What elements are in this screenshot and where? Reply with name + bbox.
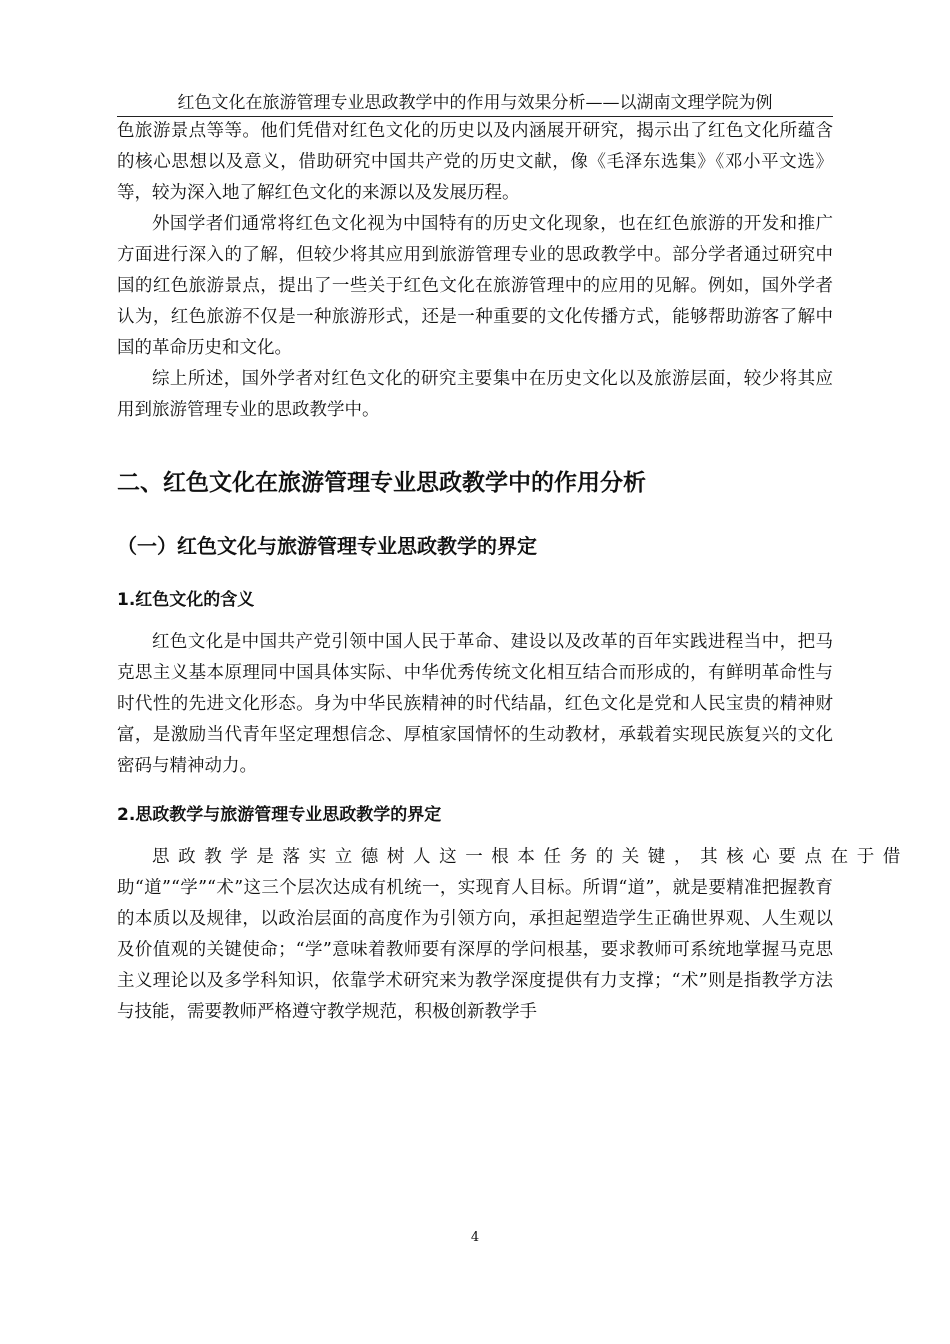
page-number: 4 xyxy=(470,1230,480,1245)
item-heading-2: 2.思政教学与旅游管理专业思政教学的界定 xyxy=(117,805,442,825)
running-header: 红色文化在旅游管理专业思政教学中的作用与效果分析——以湖南文理学院为例 xyxy=(177,93,773,113)
paragraph-continued: 色旅游景点等等。他们凭借对红色文化的历史以及内涵展开研究，揭示出了红色文化所蕴含的核心思想以及意义，借助研究中国共产党的历史文献，像《毛泽东选集》《邓小平文选》等，较为深入地了解红色文化的来源以及发展历程。 xyxy=(117,121,833,203)
item-heading-1: 1.红色文化的含义 xyxy=(117,590,255,610)
paragraph-ideological-teaching-line1: 思政教学是落实立德树人这一根本任务的关键，其核心要点在于借 xyxy=(152,847,909,867)
subsection-heading: （一）红色文化与旅游管理专业思政教学的界定 xyxy=(117,534,537,558)
section-heading: 二、红色文化在旅游管理专业思政教学中的作用分析 xyxy=(117,470,646,496)
paragraph-summary: 综上所述，国外学者对红色文化的研究主要集中在历史文化以及旅游层面，较少将其应用到旅游管理专业的思政教学中。 xyxy=(117,369,833,420)
paragraph-red-culture-definition: 红色文化是中国共产党引领中国人民于革命、建设以及改革的百年实践进程当中，把马克思主义基本原理同中国具体实际、中华优秀传统文化相互结合而形成的，有鲜明革命性与时代性的先进文化形态。身为中华民族精神的时代结晶，红色文化是党和人民宝贵的精神财富，是激励当代青年坚定理想信念、厚植家国情怀的生动教材，承载着实现民族复兴的文化密码与精神动力。 xyxy=(117,632,833,776)
paragraph-foreign-scholars: 外国学者们通常将红色文化视为中国特有的历史文化现象，也在红色旅游的开发和推广方面进行深入的了解，但较少将其应用到旅游管理专业的思政教学中。部分学者通过研究中国的红色旅游景点，提出了一些关于红色文化在旅游管理中的应用的见解。例如，国外学者认为，红色旅游不仅是一种旅游形式，还是一种重要的文化传播方式，能够帮助游客了解中国的革命历史和文化。 xyxy=(117,214,833,358)
page-body xyxy=(117,116,909,1028)
paragraph-ideological-teaching: 助“道”“学”“术”这三个层次达成有机统一，实现育人目标。所谓“道”，就是要精准把握教育的本质以及规律，以政治层面的高度作为引领方向，承担起塑造学生正确世界观、人生观以及价值观的关键使命；“学”意味着教师要有深厚的学问根基，要求教师可系统地掌握马克思主义理论以及多学科知识，依靠学术研究来为教学深度提供有力支撑；“术”则是指教学方法与技能，需要教师严格遵守教学规范，积极创新教学手 xyxy=(117,878,833,1022)
